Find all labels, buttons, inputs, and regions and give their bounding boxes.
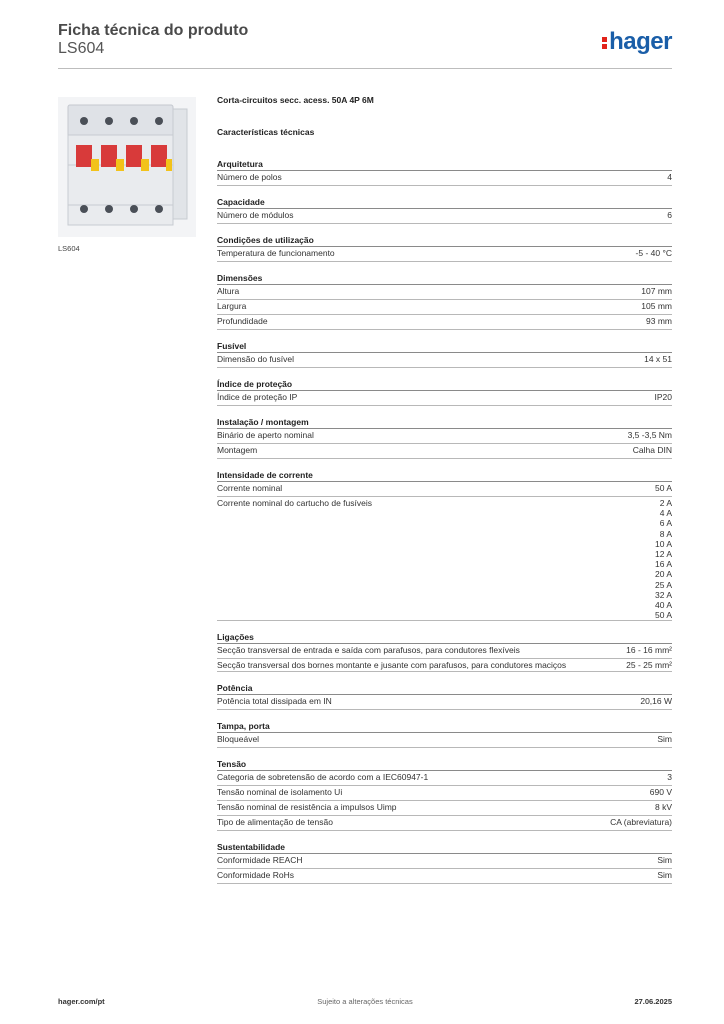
footer-website-link[interactable]: hager.com/pt: [58, 997, 105, 1006]
spec-label: Tipo de alimentação de tensão: [217, 816, 333, 827]
spec-label: Profundidade: [217, 316, 268, 326]
spec-value: 50 A: [654, 610, 672, 621]
spec-label: Número de polos: [217, 172, 282, 182]
spec-value: 25 - 25 mm²: [626, 660, 672, 671]
spec-value: Sim: [657, 869, 672, 880]
spec-value-list: [655, 498, 672, 620]
spec-label: Altura: [217, 286, 240, 296]
group-title: Capacidade: [217, 197, 672, 209]
spec-row: [217, 497, 672, 621]
spec-row: [217, 300, 672, 315]
logo-text: hager: [609, 28, 672, 55]
spec-value: 6: [667, 210, 672, 220]
document-subtitle: LS604: [58, 40, 105, 57]
spec-group-tensao: [217, 759, 672, 831]
spec-group-sustentabilidade: [217, 842, 672, 884]
group-title: Potência: [217, 683, 672, 695]
spec-label: Tensão nominal de resistência a impulsos Uimp: [217, 801, 397, 812]
spec-value: 14 x 51: [644, 354, 672, 364]
footer-date: 27.06.2025: [634, 997, 672, 1006]
spec-label: Dimensão do fusível: [217, 354, 295, 364]
group-title: Tampa, porta: [217, 721, 672, 733]
spec-value: 8 A: [659, 528, 672, 539]
spec-value: 107 mm: [641, 286, 672, 296]
spec-row: [217, 391, 672, 406]
group-title: Instalação / montagem: [217, 417, 672, 429]
spec-value: 93 mm: [646, 316, 672, 326]
group-title: Arquitetura: [217, 159, 672, 171]
spec-label: Potência total dissipada em IN: [217, 695, 332, 706]
group-title: Índice de proteção: [217, 379, 672, 391]
spec-group-protecao: [217, 379, 672, 406]
spec-label: Corrente nominal: [217, 483, 283, 493]
page-header: [58, 20, 672, 70]
spec-row: [217, 353, 672, 368]
spec-value: 12 A: [654, 549, 672, 560]
image-caption: LS604: [58, 244, 80, 253]
group-title: Dimensões: [217, 273, 672, 285]
spec-row: [217, 209, 672, 224]
spec-row: [217, 444, 672, 459]
spec-value: 25 A: [654, 579, 672, 590]
spec-value: 50 A: [654, 483, 672, 493]
spec-group-instalacao: [217, 417, 672, 459]
spec-label: Conformidade REACH: [217, 854, 303, 865]
spec-label: Tensão nominal de isolamento Ui: [217, 786, 343, 797]
header-divider: [58, 68, 672, 69]
spec-value: CA (abreviatura): [610, 816, 672, 827]
spec-label: Montagem: [217, 445, 258, 455]
fuse-holder-icon: [58, 97, 196, 237]
spec-value: 10 A: [654, 538, 672, 549]
section-title: Características técnicas: [217, 127, 315, 137]
spec-row: [217, 854, 672, 869]
footer-note: Sujeito a alterações técnicas: [317, 997, 413, 1006]
spec-label: Binário de aperto nominal: [217, 430, 314, 440]
spec-row: [217, 247, 672, 262]
spec-value: 6 A: [659, 518, 672, 529]
spec-value: 4 A: [659, 508, 672, 519]
spec-value: 8 kV: [654, 801, 672, 812]
spec-row: [217, 695, 672, 710]
spec-value: 32 A: [654, 589, 672, 600]
group-title: Condições de utilização: [217, 235, 672, 247]
spec-value: 3,5 -3,5 Nm: [627, 430, 672, 440]
spec-group-arquitetura: [217, 159, 672, 186]
spec-row: [217, 171, 672, 186]
spec-label: Corrente nominal do cartucho de fusíveis: [217, 498, 372, 508]
spec-label: Conformidade RoHs: [217, 869, 295, 880]
document-title: Ficha técnica do produto: [58, 22, 249, 39]
spec-row: [217, 315, 672, 330]
spec-row: [217, 659, 672, 671]
spec-group-ligacoes: [217, 632, 672, 671]
spec-label: Índice de proteção IP: [217, 392, 298, 402]
spec-row: [217, 771, 672, 786]
spec-group-fusivel: [217, 341, 672, 368]
spec-value: 2 A: [659, 498, 672, 508]
group-title: Ligações: [217, 632, 672, 644]
hager-logo[interactable]: [602, 28, 672, 56]
spec-group-intensidade: [217, 470, 672, 621]
spec-value: Sim: [657, 733, 672, 744]
spec-group-tampa: [217, 721, 672, 748]
spec-value: 40 A: [654, 600, 672, 611]
logo-dots-icon: [602, 35, 607, 51]
spec-value: 690 V: [649, 786, 672, 797]
spec-value: 20,16 W: [640, 695, 672, 706]
spec-value: -5 - 40 °C: [635, 248, 672, 258]
spec-row: [217, 285, 672, 300]
spec-value: Sim: [657, 854, 672, 865]
spec-value: 20 A: [654, 569, 672, 580]
spec-value: 105 mm: [641, 301, 672, 311]
spec-group-dimensoes: [217, 273, 672, 330]
spec-label: Temperatura de funcionamento: [217, 248, 335, 258]
spec-label: Largura: [217, 301, 247, 311]
group-title: Intensidade de corrente: [217, 470, 672, 482]
spec-row: [217, 869, 672, 884]
spec-row: [217, 801, 672, 816]
spec-value: 3: [667, 771, 672, 782]
spec-group-capacidade: [217, 197, 672, 224]
spec-label: Secção transversal dos bornes montante e jusante com parafusos, para condutores maciços: [217, 660, 567, 671]
spec-label: Categoria de sobretensão de acordo com a IEC60947-1: [217, 771, 429, 782]
product-image: [58, 97, 196, 237]
spec-row: [217, 786, 672, 801]
spec-group-condicoes: [217, 235, 672, 262]
spec-row: [217, 429, 672, 444]
group-title: Sustentabilidade: [217, 842, 672, 854]
spec-value: Calha DIN: [632, 445, 672, 455]
spec-value: 16 A: [654, 559, 672, 570]
spec-value: 16 - 16 mm²: [626, 645, 672, 656]
spec-label: Bloqueável: [217, 733, 260, 744]
group-title: Tensão: [217, 759, 672, 771]
spec-content: [217, 95, 672, 895]
spec-row: [217, 816, 672, 831]
spec-label: Número de módulos: [217, 210, 294, 220]
spec-row: [217, 733, 672, 748]
group-title: Fusível: [217, 341, 672, 353]
spec-label: Secção transversal de entrada e saída com parafusos, para condutores flexíveis: [217, 645, 520, 656]
spec-row: [217, 482, 672, 497]
spec-group-potencia: [217, 683, 672, 710]
spec-value: IP20: [654, 392, 672, 402]
spec-value: 4: [667, 172, 672, 182]
product-description: Corta-circuitos secc. acess. 50A 4P 6M: [217, 95, 374, 105]
spec-row: [217, 644, 672, 659]
